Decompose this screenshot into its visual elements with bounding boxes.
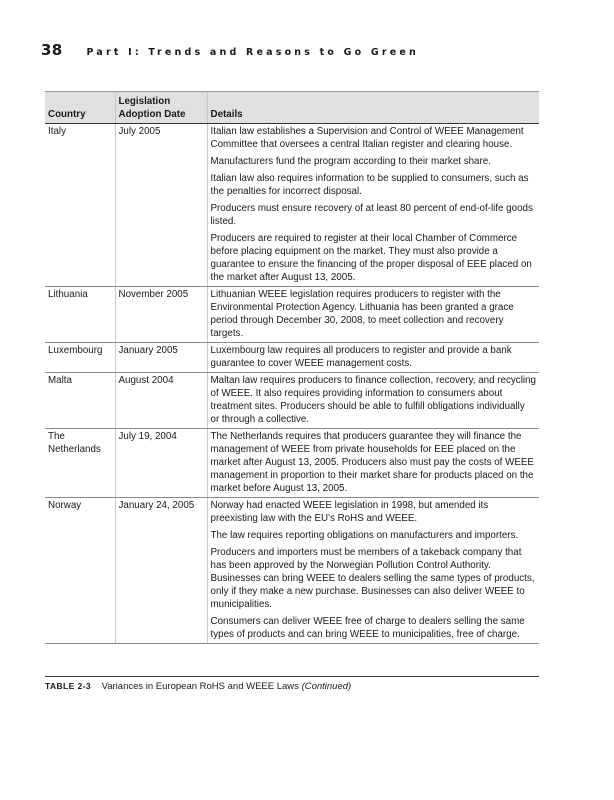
table-row [45, 343, 539, 373]
detail-paragraph: Manufacturers fund the program according to their market share. [210, 156, 491, 167]
date-cell: August 2004 [115, 373, 207, 429]
country-cell: Lithuania [45, 287, 115, 343]
table-row [45, 373, 539, 429]
detail-paragraph: Producers are required to register at their local Chamber of Commerce before placing equipment on the market. They must also provide a guarantee to ensure the financing of the proper disposal of EEE placed on the market after August 13, 2005. [210, 233, 532, 283]
detail-paragraph: Producers must ensure recovery of at least 80 percent of end-of-life goods listed. [210, 203, 533, 227]
table-row [45, 498, 539, 644]
details-cell [207, 124, 539, 287]
date-cell: January 2005 [115, 343, 207, 373]
detail-paragraph: Norway had enacted WEEE legislation in 1998, but amended its preexisting law with the EU's RoHS and WEEE. [210, 500, 489, 524]
legislation-table [45, 91, 539, 644]
details-cell [207, 343, 539, 373]
detail-paragraph: The law requires reporting obligations on manufacturers and importers. [210, 530, 519, 541]
detail-paragraph: Luxembourg law requires all producers to register and provide a bank guarantee to cover WEEE management costs. [210, 345, 512, 369]
details-cell [207, 429, 539, 498]
column-header-date: Legislation Adoption Date [115, 92, 207, 124]
table-header-row [45, 92, 539, 124]
details-cell [207, 373, 539, 429]
detail-paragraph: Consumers can deliver WEEE free of charge to dealers selling the same types of products and can bring WEEE to municipalities, free of charge. [210, 616, 525, 640]
country-cell: Norway [45, 498, 115, 644]
detail-paragraph: Italian law establishes a Supervision and Control of WEEE Management Committee that oversees a central Italian register and clearing house. [210, 126, 524, 150]
details-cell [207, 498, 539, 644]
country-cell: The Netherlands [45, 429, 115, 498]
table-row [45, 124, 539, 287]
caption-text: Variances in European RoHS and WEEE Laws [101, 681, 299, 692]
running-head [41, 41, 419, 59]
caption-label: TABLE 2-3 [45, 681, 91, 691]
detail-paragraph: Italian law also requires information to be supplied to consumers, such as the penalties for incorrect disposal. [210, 173, 529, 197]
country-cell: Luxembourg [45, 343, 115, 373]
date-cell: July 2005 [115, 124, 207, 287]
part-title: Part I: Trends and Reasons to Go Green [86, 47, 419, 58]
table-caption [45, 676, 539, 692]
detail-paragraph: Lithuanian WEEE legislation requires producers to register with the Environmental Protection Agency. Lithuania has been granted a grace period through December 30, 2008, to meet collection and recovery targets. [210, 289, 514, 339]
date-cell: January 24, 2005 [115, 498, 207, 644]
column-header-country: Country [45, 92, 115, 124]
column-header-details: Details [207, 92, 539, 124]
table-row [45, 287, 539, 343]
page-number: 38 [41, 41, 63, 59]
country-cell: Malta [45, 373, 115, 429]
date-cell: July 19, 2004 [115, 429, 207, 498]
country-cell: Italy [45, 124, 115, 287]
details-cell [207, 287, 539, 343]
date-cell: November 2005 [115, 287, 207, 343]
caption-continued: (Continued) [301, 681, 352, 692]
table-row [45, 429, 539, 498]
detail-paragraph: Maltan law requires producers to finance collection, recovery, and recycling of WEEE. It also requires providing information to consumers about treatment sites. Producers should be able to fulfill obligations individually or through a collective. [210, 375, 536, 425]
detail-paragraph: The Netherlands requires that producers guarantee they will finance the management of WEEE from private households for EEE placed on the market after August 13, 2005. Producers also must pay the costs of WEEE management in proportion to their market share for products placed on the market before August 13, 2005. [210, 431, 534, 494]
detail-paragraph: Producers and importers must be members of a takeback company that has been approved by the Norwegian Pollution Control Authority. Businesses can bring WEEE to dealers selling the same types of products, only if they make a new purchase. Businesses can also deliver WEEE to municipalities. [210, 547, 535, 610]
